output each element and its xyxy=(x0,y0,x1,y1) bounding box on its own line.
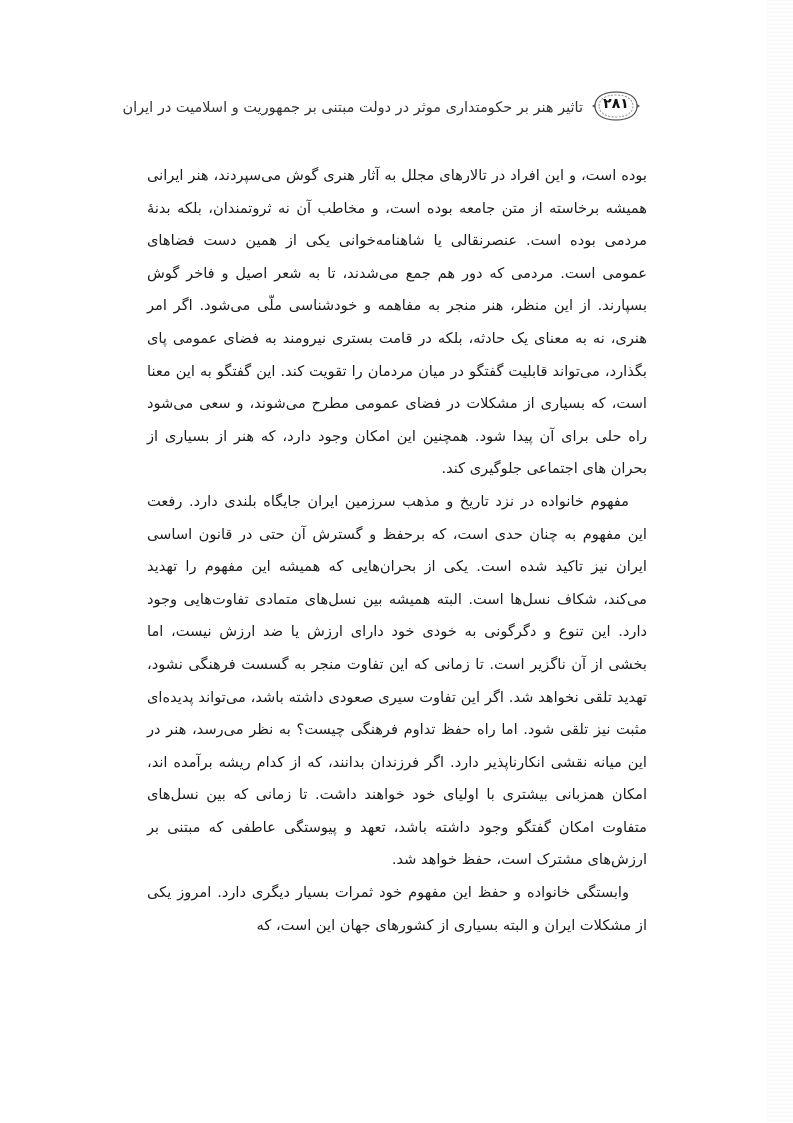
paragraph: وابستگی خانواده و حفظ این مفهوم خود ثمرات بسیار دیگری دارد. امروز یکی از مشکلات ایران و البته بسیاری از کشورهای جهان این است، که xyxy=(147,884,647,934)
paragraph: مفهوم خانواده در نزد تاریخ و مذهب سرزمین ایران جایگاه بلندی دارد. رفعت این مفهوم به چنان حدی است، که برحفظ و گسترش آن حتی در قانون اساسی ایران نیز تاکید شده است. یکی از بحران‌هایی که همیشه این مفهوم را تهدید می‌کند، شکاف نسل‌ها است. البته همیشه بین نسل‌های متمادی تفاوت‌هایی وجود دارد. این تنوع و دگرگونی به خودی خود دارای ارزش یا ضد ارزش نیست، اما بخشی از آن ناگزیر است. تا زمانی که این تفاوت منجر به گسست فرهنگی نشود، تهدید تلقی نخواهد شد. اگر این تفاوت سیری صعودی داشته باشد، می‌تواند پدیده‌ای مثبت نیز تلقی شود. اما راه حفظ تداوم فرهنگی چیست؟ به نظر می‌رسد، هنر در این میانه نقشی انکارناپذیر دارد. اگر فرزندان بدانند، که از کدام ریشه برآمده اند، امکان همزبانی بیشتری با اولیای خود خواهند داشت. تا زمانی که بین نسل‌های متفاوت امکان گفتگو وجود داشته باشد، تعهد و پیوستگی عاطفی که مبتنی بر ارزش‌های مشترک است، حفظ خواهد شد. xyxy=(147,492,647,869)
header-title: تاثیر هنر بر حکومتداری موثر در دولت مبتنی بر جمهوریت و اسلامیت در ایران xyxy=(122,100,583,116)
paragraph: بوده است، و این افراد در تالارهای مجلل به آثار هنری گوش می‌سپردند، هنر ایرانی همیشه برخاسته از متن جامعه بوده است، و مخاطب آن نه ثروتمندان، بلکه بدنهٔ مردمی بوده است. عنصرنقالی یا شاهنامه‌خوانی یکی از همین دست فضاهای عمومی است. مردمی که دور هم جمع می‌شدند، تا به شعر اصیل و فاخر گوش بسپارند. از این منظر، هنر منجر به مفاهمه و خودشناسی ملّی می‌شود. اگر امر هنری، نه به معنای یک حادثه، بلکه در قامت بستری نیرومند به فضای عمومی پای بگذارد، می‌تواند قابلیت گفتگو در میان مردمان را تقویت کند. این گفتگو به این معنا است، که بسیاری از مشکلات در فضای عمومی مطرح می‌شوند، و سعی می‌شود راه حلی برای آن پیدا شود. همچنین این امکان وجود دارد، که هنر از بسیاری از بحران های اجتماعی جلوگیری کند. xyxy=(147,167,647,478)
scan-edge-shadow xyxy=(767,0,793,1123)
running-header xyxy=(122,90,645,126)
page-number: ۲۸۱ xyxy=(603,96,629,112)
page-number-badge xyxy=(591,90,641,122)
body-text xyxy=(147,160,647,942)
